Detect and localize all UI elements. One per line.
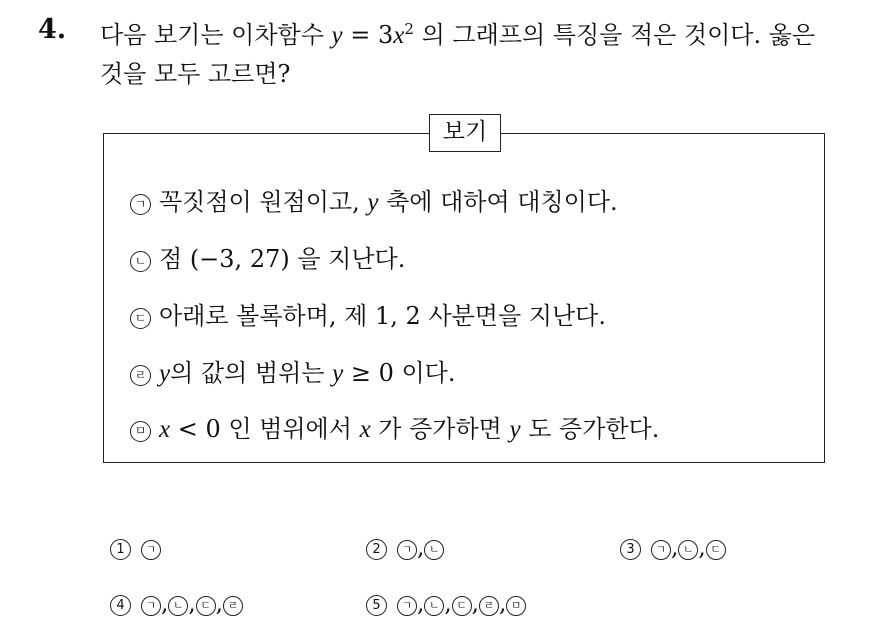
- question-text: [100, 16, 870, 93]
- choice-separator: ,: [161, 591, 169, 617]
- choice-5[interactable]: [366, 589, 526, 619]
- choice-answer: [141, 591, 243, 617]
- choice-separator: ,: [417, 591, 425, 617]
- choice-marker: ㄱ: [651, 540, 671, 560]
- choice-separator: ,: [671, 535, 679, 561]
- var-y: y: [509, 416, 521, 443]
- question-number: 4.: [38, 14, 67, 45]
- choice-number: 4: [110, 595, 131, 616]
- statement-text: 의 값의 범위는: [170, 359, 333, 387]
- statement-marker: ㅁ: [130, 421, 151, 442]
- choice-answer: [651, 535, 726, 561]
- statement-2: [130, 243, 405, 275]
- choice-number: 1: [110, 539, 131, 560]
- choice-answer: [141, 535, 161, 561]
- choice-marker: ㅁ: [506, 596, 526, 616]
- choice-marker: ㄴ: [678, 540, 698, 560]
- statement-marker: ㄴ: [130, 251, 151, 272]
- choice-3[interactable]: [620, 533, 726, 563]
- choice-2[interactable]: [366, 533, 444, 563]
- choice-marker: ㄱ: [397, 596, 417, 616]
- statement-marker: ㄹ: [130, 365, 151, 386]
- choice-1[interactable]: [110, 533, 161, 563]
- var-y: y: [367, 189, 379, 216]
- choice-marker: ㄴ: [424, 540, 444, 560]
- statement-text: < 0 인 범위에서: [170, 415, 360, 443]
- statement-marker: ㄱ: [130, 194, 151, 215]
- choice-number: 2: [366, 539, 387, 560]
- choice-number: 5: [366, 595, 387, 616]
- question-line1-pre: 다음 보기는 이차함수: [100, 21, 332, 49]
- statement-1: [130, 186, 618, 219]
- statement-marker: ㄷ: [130, 308, 151, 329]
- statement-5: [130, 413, 659, 446]
- choice-marker: ㄷ: [706, 540, 726, 560]
- var-y: y: [332, 360, 344, 387]
- choice-marker: ㄷ: [452, 596, 472, 616]
- choice-separator: ,: [215, 591, 223, 617]
- statement-4: [130, 357, 455, 390]
- var-x: x: [393, 22, 405, 49]
- var-y: y: [331, 22, 343, 49]
- choice-marker: ㄹ: [223, 596, 243, 616]
- choice-answer: [397, 535, 444, 561]
- choice-number: 3: [620, 539, 641, 560]
- statement-text: 도 증가한다.: [520, 415, 660, 443]
- choice-marker: ㄱ: [397, 540, 417, 560]
- question-line1-post: 의 그래프의 특징을 적은 것이다. 옳은: [413, 21, 816, 49]
- example-box-title: 보기: [429, 114, 501, 152]
- question-line2: 것을 모두 고르면?: [100, 60, 291, 88]
- choice-answer: [397, 591, 526, 617]
- var-y: y: [159, 360, 171, 387]
- choice-separator: ,: [471, 591, 479, 617]
- choice-marker: ㄴ: [424, 596, 444, 616]
- choice-separator: ,: [698, 535, 706, 561]
- equation-part: = 3: [342, 21, 394, 49]
- choice-4[interactable]: [110, 589, 243, 619]
- choice-marker: ㄴ: [168, 596, 188, 616]
- statement-text: 축에 대하여 대칭이다.: [378, 188, 618, 216]
- choice-separator: ,: [498, 591, 507, 617]
- var-x: x: [359, 416, 371, 443]
- statement-text: 아래로 볼록하며, 제 1, 2 사분면을 지난다.: [159, 302, 606, 330]
- choice-marker: ㄹ: [479, 596, 499, 616]
- choice-separator: ,: [417, 535, 425, 561]
- choice-marker: ㄱ: [141, 596, 161, 616]
- choice-marker: ㄷ: [196, 596, 216, 616]
- choice-separator: ,: [444, 591, 452, 617]
- exponent: 2: [404, 20, 414, 38]
- choice-separator: ,: [188, 591, 196, 617]
- statement-text: 가 증가하면: [370, 415, 510, 443]
- choice-marker: ㄱ: [141, 540, 161, 560]
- var-x: x: [159, 416, 171, 443]
- statement-text: ≥ 0 이다.: [343, 359, 456, 387]
- statement-text: 꼭짓점이 원점이고,: [159, 188, 368, 216]
- statement-3: [130, 300, 606, 332]
- statement-text: 점 (−3, 27) 을 지난다.: [159, 245, 406, 273]
